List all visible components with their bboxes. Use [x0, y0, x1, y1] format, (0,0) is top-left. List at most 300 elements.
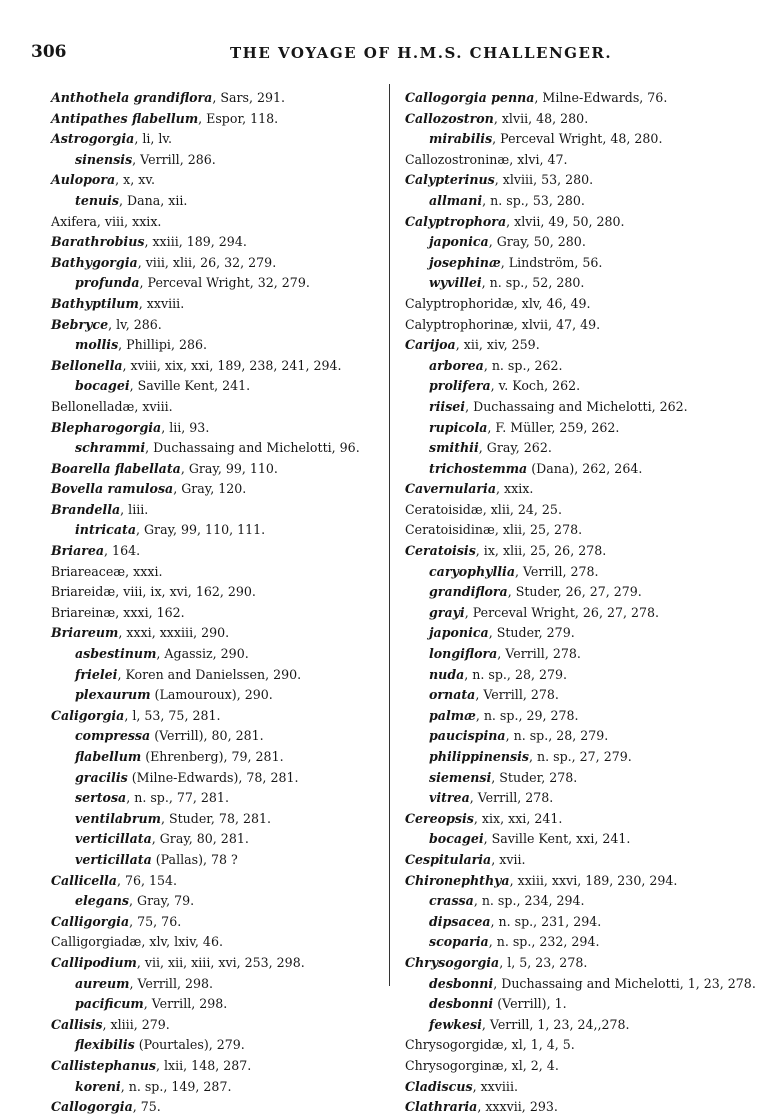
entry-references: , lii, 93.: [161, 419, 210, 435]
taxon-name: Callozostron: [405, 110, 494, 126]
index-subentry: [51, 685, 381, 706]
taxon-name: Calyptrophorinæ: [405, 316, 514, 332]
entry-references: , xl, 2, 4.: [503, 1057, 559, 1073]
entry-references: , xxxvii, 293.: [477, 1099, 558, 1115]
taxon-name: trichostemma: [429, 460, 528, 476]
index-entry: [405, 150, 765, 171]
entry-references: , Studer, 26, 27, 279.: [507, 584, 642, 600]
taxon-name: Calyptrophoridæ: [405, 295, 514, 311]
entry-references: (Ehrenberg), 79, 281.: [141, 749, 284, 764]
taxon-name: vitrea: [429, 790, 470, 806]
taxon-name: scoparia: [429, 934, 489, 950]
taxon-name: Briarea: [51, 543, 105, 559]
index-subentry: [405, 726, 765, 747]
taxon-name: caryophyllia: [429, 563, 515, 579]
taxon-name: Axifera: [51, 213, 97, 229]
entry-references: , n. sp., 231, 294.: [490, 913, 602, 929]
entry-references: , Sars, 291.: [212, 90, 286, 105]
entry-references: , xix, xxi, 241.: [473, 810, 563, 826]
entry-references: , xlii, 24, 25.: [482, 501, 562, 517]
index-subentry: [405, 829, 765, 850]
taxon-name: arborea: [429, 357, 484, 373]
running-title: THE VOYAGE OF H.M.S. CHALLENGER.: [230, 44, 613, 62]
taxon-name: Aulopora: [51, 172, 116, 188]
taxon-name: Chironephthya: [405, 872, 510, 888]
entry-references: , xlv, lxiv, 46.: [141, 934, 223, 950]
taxon-name: prolifera: [429, 378, 491, 394]
entry-references: , Perceval Wright, 26, 27, 278.: [464, 604, 660, 620]
entry-references: , xxxi, xxxiii, 290.: [118, 625, 230, 641]
taxon-name: mollis: [75, 337, 119, 353]
index-subentry: [51, 829, 381, 850]
entry-references: , n. sp., 234, 294.: [473, 893, 585, 909]
entry-references: (Milne-Edwards), 78, 281.: [127, 769, 299, 785]
entry-references: , vii, xii, xiii, xvi, 253, 298.: [136, 954, 305, 970]
entry-references: , Verrill, 298.: [129, 975, 214, 991]
entry-references: , Verrill, 1, 23, 24,,278.: [481, 1016, 630, 1032]
index-entry: [51, 1015, 381, 1036]
index-entry: [51, 397, 381, 418]
taxon-name: Callisis: [51, 1016, 103, 1032]
taxon-name: gracilis: [75, 769, 128, 785]
taxon-name: verticillata: [75, 851, 152, 867]
index-entry: [405, 109, 765, 130]
index-subentry: [51, 150, 381, 171]
entry-references: , xlvii, 48, 280.: [493, 110, 589, 126]
taxon-name: grandiflora: [429, 584, 508, 600]
index-entry: [51, 129, 381, 150]
index-column-right: [405, 88, 765, 1118]
entry-references: , Verrill, 278.: [469, 790, 554, 806]
taxon-name: verticillata: [75, 831, 152, 847]
index-subentry: [405, 912, 765, 933]
entry-references: , Duchassaing and Michelotti, 1, 23, 278.: [493, 975, 756, 991]
taxon-name: Antipathes flabellum: [51, 110, 199, 126]
taxon-name: Bathyptilum: [51, 295, 139, 311]
index-subentry: [51, 335, 381, 356]
index-subentry: [51, 974, 381, 995]
index-subentry: [405, 1015, 765, 1036]
taxon-name: philippinensis: [429, 749, 529, 764]
taxon-name: Callogorgia penna: [405, 90, 535, 105]
entry-references: , viii, ix, xvi, 162, 290.: [115, 584, 256, 600]
column-divider: [389, 84, 390, 986]
index-entry: [405, 315, 765, 336]
entry-references: , n. sp., 28, 279.: [464, 666, 568, 682]
index-entry: [51, 459, 381, 480]
index-entry: [51, 418, 381, 439]
entry-references: , n. sp., 77, 281.: [126, 790, 229, 806]
taxon-name: Callozostroninæ: [405, 151, 510, 167]
entry-references: (Pallas), 78 ?: [151, 851, 238, 867]
taxon-name: siemensi: [429, 769, 492, 785]
entry-references: , n. sp., 149, 287.: [120, 1078, 232, 1094]
index-entry: [51, 356, 381, 377]
index-subentry: [405, 356, 765, 377]
taxon-name: Boarella flabellata: [51, 460, 181, 476]
taxon-name: Carijoa: [405, 337, 456, 353]
index-entry: [51, 500, 381, 521]
entry-references: , n. sp., 53, 280.: [482, 192, 585, 208]
index-subentry: [405, 932, 765, 953]
taxon-name: Callistephanus: [51, 1057, 156, 1073]
entry-references: , F. Müller, 259, 262.: [487, 419, 620, 435]
taxon-name: bocagei: [75, 378, 130, 394]
index-entry: [405, 170, 765, 191]
index-subentry: [405, 665, 765, 686]
index-subentry: [51, 850, 381, 871]
entry-references: , n. sp., 27, 279.: [529, 749, 632, 764]
taxon-name: japonica: [429, 234, 489, 250]
taxon-name: ornata: [429, 687, 476, 703]
entry-references: , xlvii, 47, 49.: [513, 316, 601, 332]
taxon-name: elegans: [75, 893, 130, 909]
entry-references: , Milne-Edwards, 76.: [534, 90, 668, 105]
taxon-name: fewkesi: [429, 1016, 482, 1032]
entry-references: , Espor, 118.: [198, 110, 279, 126]
taxon-name: tenuis: [75, 192, 120, 208]
entry-references: , liii.: [120, 501, 149, 517]
index-entry: [51, 582, 381, 603]
index-entry: [405, 520, 765, 541]
entry-references: , xxix.: [496, 481, 534, 497]
index-entry: [405, 294, 765, 315]
entry-references: , n. sp., 262.: [483, 357, 563, 373]
entry-references: , Verrill, 278.: [497, 646, 581, 662]
index-subentry: [405, 706, 765, 727]
index-subentry: [51, 788, 381, 809]
taxon-name: longiflora: [429, 646, 498, 662]
taxon-name: Briareinæ: [51, 604, 116, 620]
taxon-name: smithii: [429, 440, 479, 456]
taxon-name: desbonni: [429, 975, 494, 991]
entry-references: , lv, 286.: [108, 316, 162, 332]
taxon-name: Callogorgia: [51, 1099, 133, 1115]
taxon-name: Calypterinus: [405, 172, 495, 188]
entry-references: , l, 53, 75, 281.: [124, 707, 221, 723]
index-entry: [51, 1056, 381, 1077]
index-subentry: [51, 747, 381, 768]
index-entry: [51, 253, 381, 274]
index-entry: [51, 871, 381, 892]
index-subentry: [51, 891, 381, 912]
index-entry: [51, 315, 381, 336]
entry-references: , xxiii, xxvi, 189, 230, 294.: [509, 872, 678, 888]
entry-references: , xlii, 25, 278.: [494, 522, 583, 538]
entry-references: , Perceval Wright, 48, 280.: [492, 131, 663, 147]
entry-references: , 76, 154.: [116, 872, 178, 888]
taxon-name: rupicola: [429, 419, 488, 435]
index-entry: [405, 1097, 765, 1118]
index-entry: [405, 500, 765, 521]
index-column-left: [51, 88, 381, 1118]
index-entry: [51, 603, 381, 624]
entry-references: , ix, xlii, 25, 26, 278.: [475, 543, 607, 559]
entry-references: , Verrill, 286.: [132, 151, 216, 167]
taxon-name: desbonni: [429, 996, 494, 1012]
taxon-name: Cereopsis: [405, 810, 474, 826]
index-entry: [405, 479, 765, 500]
index-subentry: [51, 191, 381, 212]
taxon-name: Chrysogorginæ: [405, 1057, 504, 1073]
entry-references: , xvii.: [491, 851, 526, 867]
entry-references: , Gray, 50, 280.: [488, 234, 586, 250]
index-entry: [405, 871, 765, 892]
index-subentry: [405, 644, 765, 665]
taxon-name: josephinæ: [429, 254, 501, 270]
taxon-name: Briareidæ: [51, 584, 116, 600]
entry-references: (Verrill), 80, 281.: [150, 728, 264, 744]
taxon-name: Callipodium: [51, 954, 137, 970]
index-entry: [51, 232, 381, 253]
taxon-name: ventilabrum: [75, 810, 161, 826]
index-subentry: [51, 273, 381, 294]
taxon-name: profunda: [75, 275, 140, 291]
entry-references: , Dana, xii.: [119, 192, 188, 208]
index-entry: [51, 912, 381, 933]
index-entry: [51, 170, 381, 191]
taxon-name: Cespitularia: [405, 851, 492, 867]
taxon-name: riisei: [429, 398, 466, 414]
taxon-name: Calligorgia: [51, 913, 130, 929]
index-entry: [405, 1035, 765, 1056]
entry-references: , n. sp., 28, 279.: [505, 728, 609, 744]
taxon-name: koreni: [75, 1078, 121, 1094]
index-entry: [51, 294, 381, 315]
taxon-name: asbestinum: [75, 646, 157, 662]
entry-references: , Phillipi, 286.: [118, 337, 208, 353]
taxon-name: dipsacea: [429, 913, 491, 929]
entry-references: (Pourtales), 279.: [134, 1037, 245, 1053]
index-subentry: [405, 418, 765, 439]
entry-references: , Gray, 79.: [129, 893, 195, 909]
entry-references: , Koren and Danielssen, 290.: [117, 666, 302, 682]
index-subentry: [405, 891, 765, 912]
index-subentry: [51, 665, 381, 686]
entry-references: (Verrill), 1.: [493, 996, 567, 1012]
index-entry: [405, 88, 765, 109]
entry-references: , Studer, 278.: [491, 769, 578, 785]
index-subentry: [405, 273, 765, 294]
entry-references: , xxviii.: [138, 295, 185, 311]
taxon-name: Ceratoisis: [405, 543, 476, 559]
taxon-name: wyvillei: [429, 275, 482, 291]
taxon-name: paucispina: [429, 728, 506, 744]
entry-references: , n. sp., 29, 278.: [475, 707, 579, 723]
index-entry: [51, 212, 381, 233]
index-subentry: [405, 459, 765, 480]
entry-references: , xliii, 279.: [102, 1016, 170, 1032]
index-subentry: [405, 974, 765, 995]
entry-references: , 164.: [104, 543, 141, 559]
entry-references: , 75, 76.: [129, 913, 182, 929]
index-entry: [51, 109, 381, 130]
index-subentry: [405, 747, 765, 768]
index-subentry: [405, 562, 765, 583]
entry-references: , Saville Kent, 241.: [129, 378, 251, 394]
entry-references: , xlviii, 53, 280.: [494, 172, 594, 188]
index-entry: [405, 953, 765, 974]
index-subentry: [51, 726, 381, 747]
entry-references: , v. Koch, 262.: [490, 378, 581, 394]
entry-references: , viii, xlii, 26, 32, 279.: [137, 254, 277, 270]
taxon-name: Bellonella: [51, 357, 123, 373]
index-subentry: [405, 376, 765, 397]
entry-references: , xviii, xix, xxi, 189, 238, 241, 294.: [122, 357, 342, 373]
entry-references: , Gray, 262.: [478, 440, 552, 456]
entry-references: , xii, xiv, 259.: [455, 337, 540, 353]
taxon-name: Ceratoisidæ: [405, 501, 483, 517]
taxon-name: Calyptrophora: [405, 213, 507, 229]
taxon-name: Bebryce: [51, 316, 109, 332]
entry-references: , Duchassaing and Michelotti, 262.: [465, 398, 688, 414]
taxon-name: Briareaceæ: [51, 563, 126, 579]
entry-references: , Studer, 78, 281.: [160, 810, 272, 826]
taxon-name: Ceratoisidinæ: [405, 522, 495, 538]
entry-references: , viii, xxix.: [96, 213, 162, 229]
taxon-name: flabellum: [75, 749, 142, 764]
index-entry: [405, 1077, 765, 1098]
taxon-name: sertosa: [75, 790, 127, 806]
index-subentry: [405, 232, 765, 253]
taxon-name: Bathygorgia: [51, 254, 138, 270]
index-entry: [405, 541, 765, 562]
entry-references: , xl, 1, 4, 5.: [503, 1037, 575, 1053]
taxon-name: Cavernularia: [405, 481, 496, 497]
index-subentry: [405, 994, 765, 1015]
index-entry: [51, 953, 381, 974]
taxon-name: plexaurum: [75, 687, 151, 703]
entry-references: , n. sp., 232, 294.: [488, 934, 600, 950]
entry-references: , Gray, 99, 110, 111.: [135, 522, 266, 538]
taxon-name: Caligorgia: [51, 707, 125, 723]
entry-references: (Dana), 262, 264.: [527, 460, 643, 476]
taxon-name: Anthothela grandiflora: [51, 90, 213, 105]
entry-references: , xlvii, 49, 50, 280.: [506, 213, 625, 229]
index-entry: [51, 1097, 381, 1118]
index-subentry: [405, 623, 765, 644]
entry-references: , Duchassaing and Michelotti, 96.: [145, 440, 360, 456]
index-entry: [405, 1056, 765, 1077]
index-entry: [51, 479, 381, 500]
index-subentry: [51, 994, 381, 1015]
index-entry: [405, 850, 765, 871]
taxon-name: Briareum: [51, 625, 119, 641]
taxon-name: compressa: [75, 728, 151, 744]
entry-references: , Verrill, 298.: [143, 996, 228, 1012]
index-entry: [405, 335, 765, 356]
entry-references: , xlv, 46, 49.: [513, 295, 591, 311]
taxon-name: Callicella: [51, 872, 117, 888]
entry-references: , Perceval Wright, 32, 279.: [139, 275, 310, 291]
index-subentry: [405, 685, 765, 706]
index-subentry: [405, 129, 765, 150]
index-subentry: [405, 582, 765, 603]
index-subentry: [51, 809, 381, 830]
entry-references: , 75.: [132, 1099, 161, 1115]
taxon-name: Chrysogorgia: [405, 954, 500, 970]
taxon-name: schrammi: [75, 440, 146, 456]
taxon-name: Astrogorgia: [51, 131, 135, 147]
taxon-name: pacificum: [75, 996, 144, 1012]
entry-references: , Studer, 279.: [488, 625, 575, 641]
index-entry: [51, 706, 381, 727]
index-entry: [51, 562, 381, 583]
entry-references: , xxiii, 189, 294.: [144, 234, 247, 250]
taxon-name: Blepharogorgia: [51, 419, 162, 435]
entry-references: , Verrill, 278.: [475, 687, 559, 703]
taxon-name: frielei: [75, 666, 118, 682]
taxon-name: Calligorgiadæ: [51, 934, 142, 950]
index-subentry: [51, 376, 381, 397]
entry-references: , xxxi.: [125, 563, 163, 579]
taxon-name: crassa: [429, 893, 474, 909]
taxon-name: flexibilis: [75, 1037, 135, 1053]
entry-references: , x, xv.: [115, 172, 155, 188]
taxon-name: Clathraria: [405, 1099, 478, 1115]
taxon-name: Barathrobius: [51, 234, 145, 250]
index-entry: [51, 932, 381, 953]
taxon-name: Bovella ramulosa: [51, 481, 174, 497]
index-entry: [405, 212, 765, 233]
entry-references: , Verrill, 278.: [514, 563, 599, 579]
entry-references: (Lamouroux), 290.: [150, 687, 273, 703]
index-entry: [51, 623, 381, 644]
entry-references: , lxii, 148, 287.: [155, 1057, 252, 1073]
taxon-name: Brandella: [51, 501, 121, 517]
index-entry: [51, 541, 381, 562]
entry-references: , Gray, 99, 110.: [180, 460, 278, 476]
index-subentry: [51, 768, 381, 789]
taxon-name: nuda: [429, 666, 465, 682]
taxon-name: palmæ: [429, 707, 476, 723]
taxon-name: allmani: [429, 192, 483, 208]
entry-references: , l, 5, 23, 278.: [499, 954, 588, 970]
entry-references: , xlvi, 47.: [509, 151, 568, 167]
entry-references: , xviii.: [134, 398, 173, 414]
index-subentry: [405, 438, 765, 459]
taxon-name: aureum: [75, 975, 130, 991]
page-number: 306: [31, 42, 67, 62]
index-subentry: [405, 768, 765, 789]
taxon-name: sinensis: [75, 151, 133, 167]
entry-references: , xxviii.: [472, 1078, 518, 1094]
taxon-name: Bellonelladæ: [51, 398, 135, 414]
entry-references: , xxxi, 162.: [115, 604, 185, 620]
index-subentry: [51, 520, 381, 541]
entry-references: , n. sp., 52, 280.: [481, 275, 585, 291]
entry-references: , li, lv.: [134, 131, 173, 147]
index-subentry: [405, 603, 765, 624]
taxon-name: Cladiscus: [405, 1078, 473, 1094]
index-entry: [51, 88, 381, 109]
entry-references: , Agassiz, 290.: [156, 646, 249, 662]
taxon-name: intricata: [75, 522, 136, 538]
taxon-name: Chrysogorgidæ: [405, 1037, 504, 1053]
taxon-name: mirabilis: [429, 131, 493, 147]
taxon-name: grayi: [429, 604, 465, 620]
taxon-name: bocagei: [429, 831, 484, 847]
entry-references: , Lindström, 56.: [500, 254, 603, 270]
index-subentry: [51, 1077, 381, 1098]
index-subentry: [51, 438, 381, 459]
index-subentry: [405, 788, 765, 809]
entry-references: , Gray, 80, 281.: [151, 831, 249, 847]
index-subentry: [405, 397, 765, 418]
index-subentry: [405, 191, 765, 212]
index-subentry: [405, 253, 765, 274]
taxon-name: japonica: [429, 625, 489, 641]
